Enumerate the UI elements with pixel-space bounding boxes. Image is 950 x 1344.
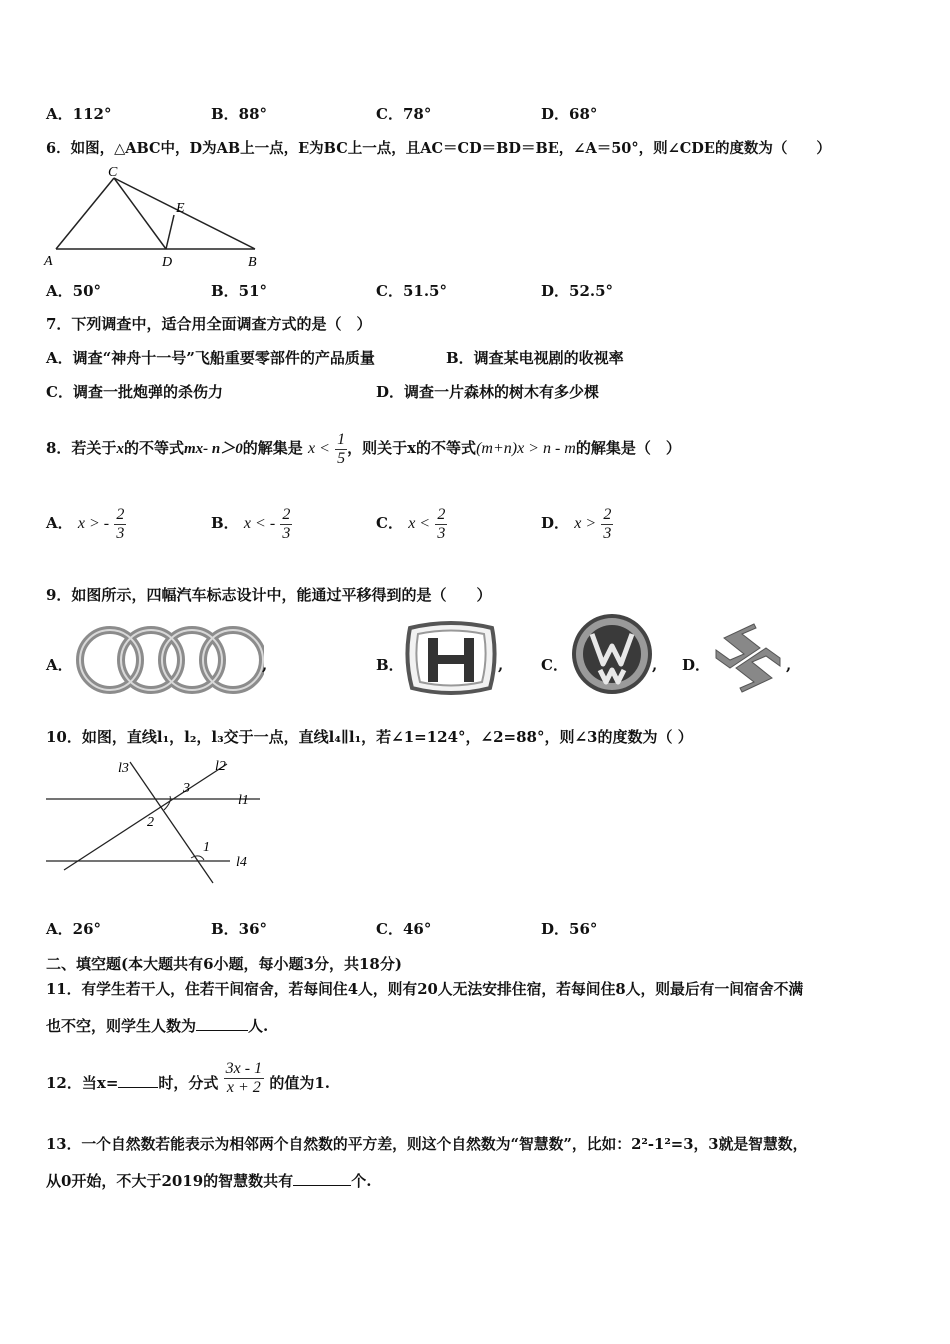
q9-sep-b: ,	[498, 656, 504, 674]
label-l4: l4	[236, 855, 247, 870]
label-angle-3: 3	[183, 781, 190, 796]
q9-sep-a: ,	[262, 656, 268, 674]
q12-answer-blank[interactable]	[118, 1073, 158, 1088]
q9-option-c-label: C．	[541, 656, 568, 674]
q5-option-a: A．112°	[46, 105, 112, 123]
q8-option-a: A． x > - $\frac{2}{3}$	[46, 505, 125, 542]
q9-option-a-label: A．	[46, 656, 73, 674]
q12-line: 12．当x= 时，分式 $\frac{3x - 1}{x + 2}$ 的值为1.	[46, 1060, 330, 1096]
q10-option-c: C．46°	[376, 920, 432, 938]
q8-solution-lhs: x <	[307, 440, 330, 457]
q13-line2: 从0开始，不大于2019的智慧数共有 个.	[46, 1172, 372, 1190]
q10-option-b: B．36°	[211, 920, 268, 938]
label-l3: l3	[118, 761, 129, 776]
q13-line1: 13．一个自然数若能表示为相邻两个自然数的平方差，则这个自然数为“智慧数”，比如：2²-1²=3，3就是智慧数，	[46, 1136, 808, 1153]
q12-fraction: $\frac{3x - 1}{x + 2}$	[225, 1060, 263, 1096]
q7-stem: 7．下列调查中，适合用全面调查方式的是（ ）	[46, 315, 372, 333]
q5-option-d: D．68°	[541, 105, 598, 123]
q10-option-a: A．26°	[46, 920, 102, 938]
label-a: A	[44, 254, 53, 269]
q9-sep-c: ,	[652, 656, 658, 674]
q9-stem: 9．如图所示，四幅汽车标志设计中，能通过平移得到的是（ ）	[46, 586, 492, 604]
q6-option-d: D．52.5°	[541, 282, 614, 300]
suzuki-logo	[708, 618, 788, 698]
q7-option-a: A．调查“神舟十一号”飞船重要零部件的产品质量	[46, 349, 375, 367]
q11-line1: 11．有学生若干人，住若干间宿舍，若每间住4人，则有20人无法安排住宿，若每间住8人，则最后有一间宿舍不满	[46, 981, 804, 998]
q8-stem: 8．若关于x的不等式mx- n＞0的解集是 x < $\frac{1}{5}$ ，则关于x的不等式(m+n)x > n - m的解集是（ ）	[46, 430, 681, 467]
q9-sep-d: ,	[786, 656, 792, 674]
q10-parallel-lines-figure	[40, 752, 270, 887]
q6-option-b: B．51°	[211, 282, 268, 300]
q8-solution-fraction: $\frac{1}{5}$	[337, 430, 346, 467]
volkswagen-logo	[570, 612, 654, 696]
label-b: B	[248, 255, 257, 270]
q6-option-c: C．51.5°	[376, 282, 447, 300]
label-l2: l2	[215, 759, 226, 774]
q8-option-b: B． x < - $\frac{2}{3}$	[211, 505, 291, 542]
q11-line2: 也不空，则学生人数为 人.	[46, 1017, 269, 1035]
q11-answer-blank[interactable]	[196, 1016, 248, 1031]
q13-answer-blank[interactable]	[293, 1171, 351, 1186]
audi-rings-logo	[72, 622, 264, 698]
label-angle-1: 1	[203, 840, 210, 855]
q9-option-b-label: B．	[376, 656, 404, 674]
label-d: D	[162, 255, 173, 270]
label-angle-2: 2	[147, 815, 154, 830]
q6-option-a: A．50°	[46, 282, 102, 300]
label-l1: l1	[238, 793, 249, 808]
label-c: C	[108, 165, 118, 180]
q8-option-c: C． x < $\frac{2}{3}$	[376, 505, 446, 542]
q7-option-b: B．调查某电视剧的收视率	[446, 349, 624, 367]
q7-option-d: D．调查一片森林的树木有多少棵	[376, 383, 600, 401]
q8-option-d: D． x > $\frac{2}{3}$	[541, 505, 612, 542]
q6-stem: 6．如图，△ABC中，D为AB上一点，E为BC上一点，且AC＝CD＝BD＝BE，∠A＝50°，则∠CDE的度数为（ ）	[46, 140, 831, 157]
q10-stem: 10．如图，直线l₁，l₂，l₃交于一点，直线l₄∥l₁，若∠1=124°，∠2=88°，则∠3的度数为（ ）	[46, 728, 693, 746]
label-e: E	[176, 201, 185, 216]
q10-option-d: D．56°	[541, 920, 598, 938]
q5-option-c: C．78°	[376, 105, 432, 123]
section-2-heading: 二、填空题(本大题共有6小题，每小题3分，共18分)	[46, 955, 402, 973]
honda-logo	[402, 618, 500, 696]
q5-option-b: B．88°	[211, 105, 268, 123]
q7-option-c: C．调查一批炮弹的杀伤力	[46, 383, 223, 401]
q9-option-d-label: D．	[682, 656, 711, 674]
q6-triangle-figure	[40, 162, 280, 272]
